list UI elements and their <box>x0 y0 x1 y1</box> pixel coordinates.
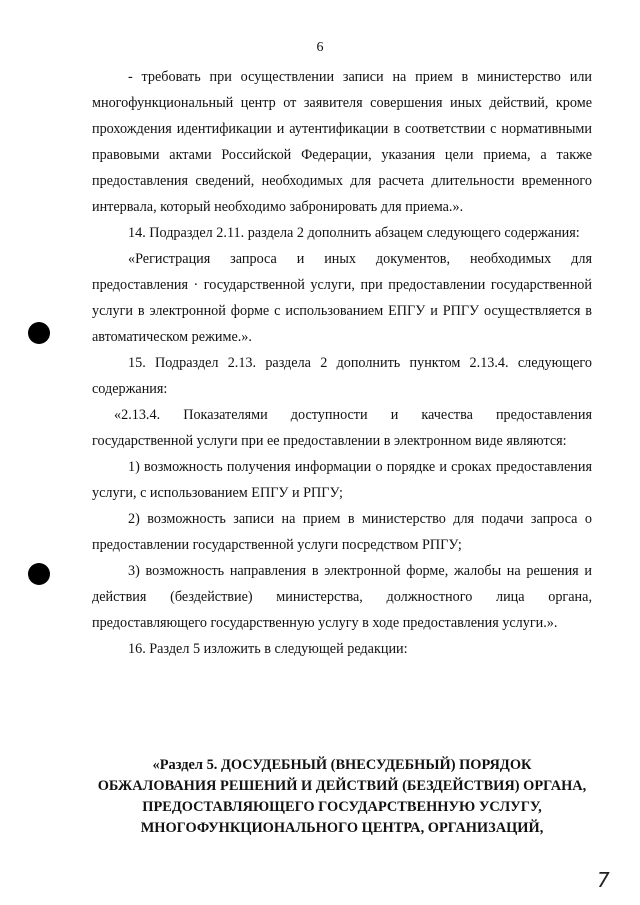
paragraph-item-16: 16. Раздел 5 изложить в следующей редакции: <box>128 641 408 657</box>
paragraph-2-13-4: «2.13.4. Показателями доступности и качества предоставления государственной услуги при ее предоставлении в электронном виде являются: <box>92 407 592 449</box>
section-heading: «Раздел 5. ДОСУДЕБНЫЙ (ВНЕСУДЕБНЫЙ) ПОРЯДОК ОБЖАЛОВАНИЯ РЕШЕНИЙ И ДЕЙСТВИЙ (БЕЗДЕЙСТВИЯ) ОРГАНА, ПРЕДОСТАВЛЯЮЩЕГО ГОСУДАРСТВЕННУЮ УСЛУГУ, МНОГОФУНКЦИОНАЛЬНОГО ЦЕНТРА, ОРГАНИЗАЦИЙ, <box>97 757 587 836</box>
list-item-2: 2) возможность записи на прием в министерство для подачи запроса о предоставлении государственной услуги посредством РПГУ; <box>92 511 592 553</box>
handwritten-page-mark: 7 <box>597 868 610 892</box>
paragraph-item-15: 15. Подраздел 2.13. раздела 2 дополнить пунктом 2.13.4. следующего содержания: <box>92 355 592 397</box>
paragraph-item-14: 14. Подраздел 2.11. раздела 2 дополнить абзацем следующего содержания: <box>128 225 580 241</box>
document-body <box>92 64 592 662</box>
punch-hole <box>28 563 50 585</box>
punch-hole <box>28 322 50 344</box>
list-item-1: 1) возможность получения информации о порядке и сроках предоставления услуги, с использованием ЕПГУ и РПГУ; <box>92 459 592 501</box>
page-number: 6 <box>316 40 324 55</box>
paragraph-registration: «Регистрация запроса и иных документов, необходимых для предоставления · государственной услуги, при предоставлении государственной услуги в электронной форме с использованием ЕПГУ и РПГУ осуществляется в автоматическом режиме.». <box>92 251 592 345</box>
paragraph-requirement: - требовать при осуществлении записи на прием в министерство или многофункциональный центр от заявителя совершения иных действий, кроме прохождения идентификации и аутентификации в соответствии с нормативными правовыми актами Российской Федерации, указания цели приема, а также предоставления сведений, необходимых для расчета длительности временного интервала, который необходимо забронировать для приема.». <box>92 69 592 215</box>
list-item-3: 3) возможность направления в электронной форме, жалобы на решения и действия (бездействие) министерства, должностного лица органа, предоставляющего государственную услугу в ходе предоставления услуги.». <box>92 563 592 631</box>
